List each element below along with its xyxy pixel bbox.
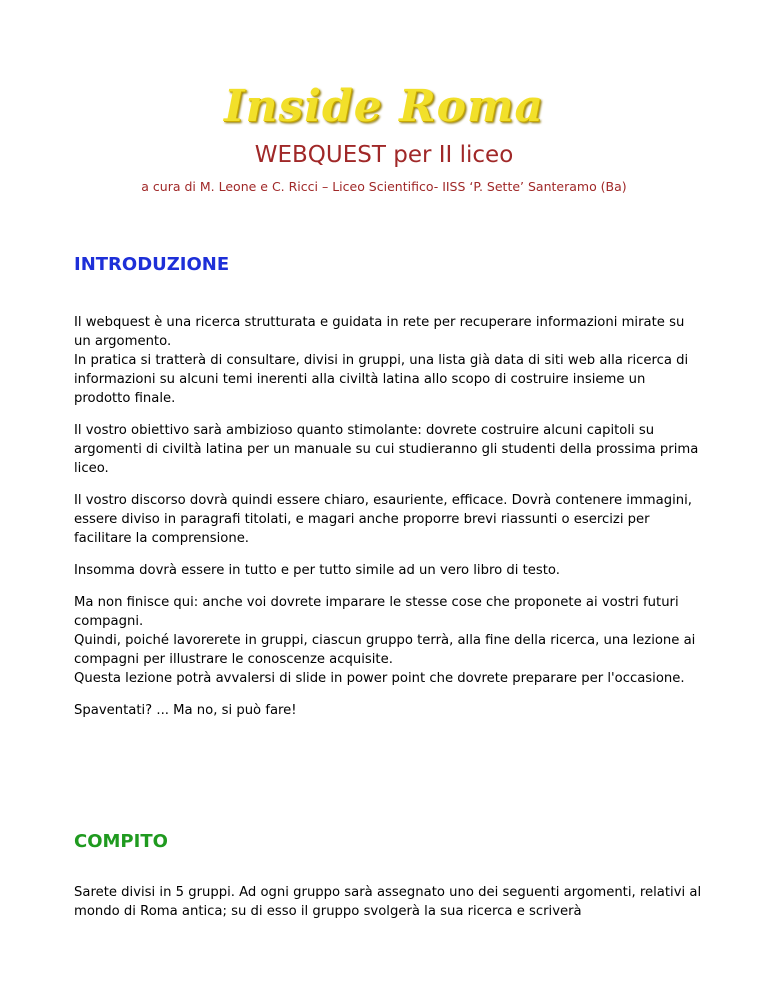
intro-paragraph-5-line-3: Questa lezione potrà avvalersi di slide in power point che dovrete preparare per l'occasione. [74, 671, 685, 686]
document-subtitle: WEBQUEST per II liceo [254, 142, 514, 168]
intro-paragraph-4: Insomma dovrà essere in tutto e per tutto simile ad un vero libro di testo. [74, 563, 560, 578]
intro-paragraph-2: Il vostro obiettivo sarà ambizioso quanto stimolante: dovrete costruire alcuni capitoli su argomenti di civiltà latina per un manuale su cui studieranno gli studenti della prossima prima liceo. [74, 423, 699, 476]
intro-paragraph-3: Il vostro discorso dovrà quindi essere chiaro, esauriente, efficace. Dovrà contenere immagini, essere diviso in paragrafi titolati, e magari anche proporre brevi riassunti o esercizi per facilitare la comprensione. [74, 493, 692, 546]
intro-paragraph-1-line-1: Il webquest è una ricerca strutturata e guidata in rete per recuperare informazioni mirate su un argomento. [74, 315, 685, 349]
intro-paragraph-5-line-1: Ma non finisce qui: anche voi dovrete imparare le stesse cose che proponete ai vostri futuri compagni. [74, 595, 679, 629]
intro-paragraph-6: Spaventati? ... Ma no, si può fare! [74, 703, 297, 718]
section-heading-compito: COMPITO [74, 831, 168, 852]
document-title: Inside Roma [223, 81, 545, 132]
intro-paragraph-1-line-2: In pratica si tratterà di consultare, divisi in gruppi, una lista già data di siti web alla ricerca di informazioni su alcuni temi inerenti alla civiltà latina allo scopo di costruire insieme un prodotto finale. [74, 353, 689, 406]
intro-paragraph-5-line-2: Quindi, poiché lavorerete in gruppi, ciascun gruppo terrà, alla fine della ricerca, una lezione ai compagni per illustrare le conoscenze acquisite. [74, 633, 696, 667]
document-credits: a cura di M. Leone e C. Ricci – Liceo Scientifico- IISS ‘P. Sette’ Santeramo (Ba) [141, 179, 627, 194]
introduzione-body [74, 313, 704, 733]
section-heading-introduzione: INTRODUZIONE [74, 254, 230, 275]
compito-paragraph-1: Sarete divisi in 5 gruppi. Ad ogni gruppo sarà assegnato uno dei seguenti argomenti, relativi al mondo di Roma antica; su di esso il gruppo svolgerà la sua ricerca e scriverà [74, 885, 702, 919]
intro-paragraph-1 [74, 313, 704, 408]
intro-paragraph-5 [74, 593, 704, 688]
compito-body [74, 883, 704, 934]
